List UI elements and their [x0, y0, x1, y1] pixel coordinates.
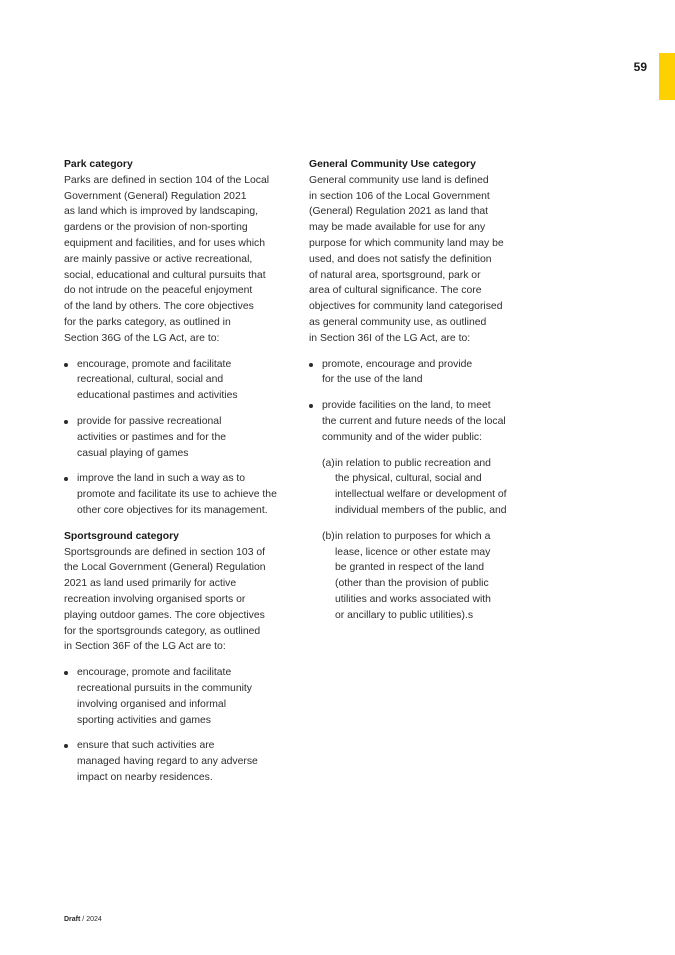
page-number: 59: [633, 60, 647, 74]
list-item: promote, encourage and provide for the use of the land: [309, 357, 525, 389]
draft-label: Draft: [64, 916, 81, 923]
page-tab-marker: [659, 53, 675, 100]
list-item: encourage, promote and facilitate recreational pursuits in the community involving organised and informal sporting activities and games: [64, 665, 296, 728]
bullet-icon: [64, 671, 68, 675]
bullet-icon: [309, 404, 313, 408]
bullet-icon: [64, 477, 68, 481]
right-column: [309, 157, 525, 634]
footer: [64, 916, 102, 923]
sportsground-category-heading: Sportsground category: [64, 530, 179, 542]
general-community-use-intro: General community use land is defined in section 106 of the Local Government (General) Regulation 2021 as land that may be made available for use for any purpose for which community land may be used, and does not satisfy the definition of natural area, sportsground, park or area of cultural significance. The core objectives for community land categorised as general community use, as outlined in Section 36I of the LG Act, are to:: [309, 174, 504, 344]
bullet-icon: [64, 744, 68, 748]
general-objectives-sublist: [322, 456, 525, 624]
footer-separator: /: [80, 916, 87, 923]
general-community-use-heading: General Community Use category: [309, 159, 476, 170]
bullet-icon: [64, 420, 68, 424]
left-column: [64, 157, 296, 796]
list-item: improve the land in such a way as to promote and facilitate its use to achieve the other core objectives for its management.: [64, 471, 296, 518]
list-item: provide for passive recreational activities or pastimes and for the casual playing of games: [64, 414, 296, 461]
footer-year: 2024: [86, 916, 102, 923]
park-objectives-list: [64, 357, 296, 519]
list-item: (b) in relation to purposes for which a lease, licence or other estate may be granted in respect of the land (other than the provision of public utilities and works associated with or ancillary to public utilities).s: [322, 530, 491, 621]
sportsground-category-intro: Sportsgrounds are defined in section 103 of the Local Government (General) Regulation 2021 as land used primarily for active recreation involving organised sports or playing outdoor games. The core objectives for the sportsgrounds category, as outlined in Section 36F of the LG Act are to:: [64, 546, 266, 653]
list-item: encourage, promote and facilitate recreational, cultural, social and educational pastimes and activities: [64, 357, 296, 404]
list-item: ensure that such activities are managed having regard to any adverse impact on nearby residences.: [64, 738, 296, 785]
bullet-icon: [309, 363, 313, 367]
list-item: (a) in relation to public recreation and the physical, cultural, social and intellectual welfare or development of individual members of the public, and: [322, 457, 507, 516]
sportsground-objectives-list: [64, 665, 296, 786]
bullet-icon: [64, 363, 68, 367]
general-objectives-list: [309, 357, 525, 446]
park-category-intro: Parks are defined in section 104 of the Local Government (General) Regulation 2021 as land which is improved by landscaping, gardens or the provision of non-sporting equipment and facilities, and for uses which are mainly passive or active recreational, social, educational and cultural pursuits that do not intrude on the peaceful enjoyment of the land by others. The core objectives for the parks category, as outlined in Section 36G of the LG Act, are to:: [64, 174, 270, 344]
park-category-heading: Park category: [64, 159, 133, 170]
list-item: provide facilities on the land, to meet the current and future needs of the local community and of the wider public:: [309, 398, 525, 445]
